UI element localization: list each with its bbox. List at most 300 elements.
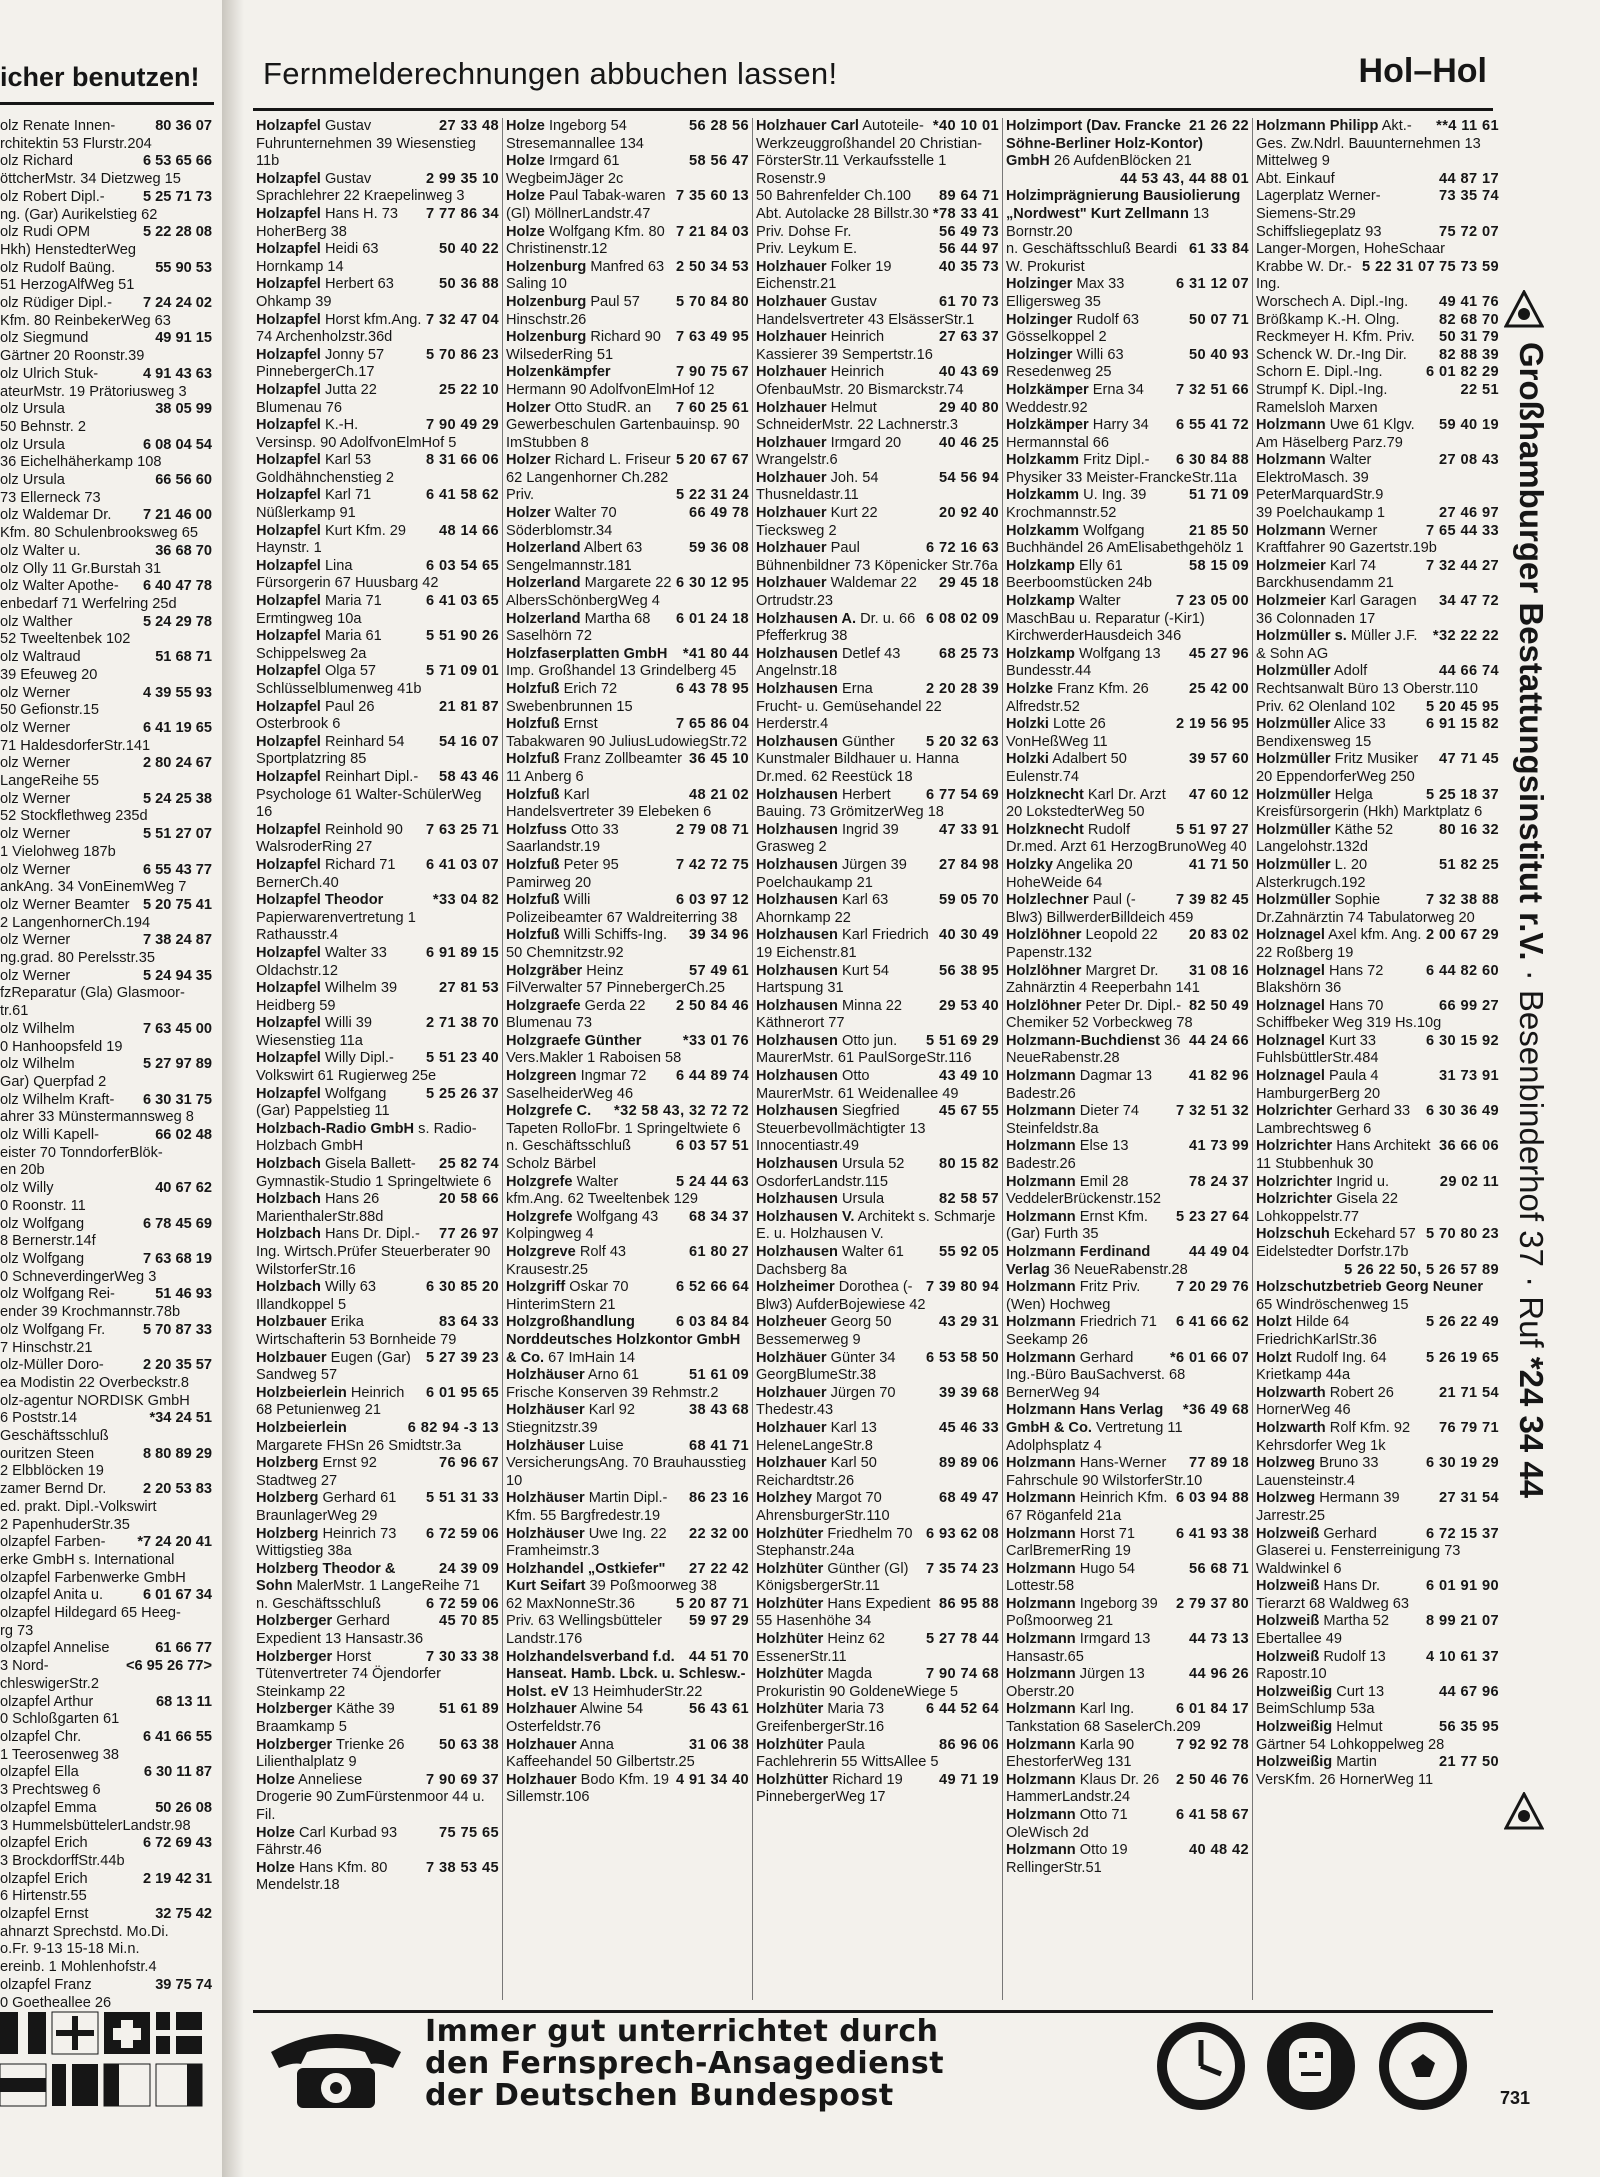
phone-number: 7 90 75 67 xyxy=(676,364,749,381)
phone-number: 8 31 66 06 xyxy=(426,452,499,469)
entry-details: Helga Kreisfürsorgerin (Hkh) Marktplatz 6 xyxy=(1256,786,1483,821)
entry-name: Holzbach xyxy=(256,1156,321,1173)
entry-text: olz Willy xyxy=(0,1180,54,1197)
phone-number: 58 43 46 xyxy=(438,768,499,785)
entry-details: Priv. 62 Olenland 102 xyxy=(1256,698,1396,715)
entry-name: Holzimprägnierung Bausiolierung „Nordwest" Kurt Zellmann xyxy=(1006,188,1241,222)
entry-text: olzapfel Erich xyxy=(0,1835,88,1852)
directory-entry xyxy=(1256,312,1499,330)
entry-details: Karl 13 HeleneLangeStr.8 xyxy=(756,1419,877,1454)
directory-entry xyxy=(256,1191,499,1226)
entry-details: Ursula xyxy=(841,1191,885,1208)
entry-name: Holzapfel xyxy=(256,593,321,610)
entry-name: Holzinger xyxy=(1006,276,1073,293)
left-list-row xyxy=(0,507,212,525)
entry-text: 36 Eichelhäherkamp 108 xyxy=(0,454,162,471)
entry-name: Holzhauer xyxy=(506,1701,577,1718)
entry-name: Holzhausen xyxy=(756,645,838,662)
entry-name: Holzfuß xyxy=(506,751,560,768)
entry-name: Holzer xyxy=(506,399,551,416)
phone-number: 50 63 38 xyxy=(438,1736,499,1753)
phone-number: 51 61 09 xyxy=(688,1367,749,1384)
directory-entry xyxy=(756,1279,999,1314)
entry-details: Albert 63 Sengelmannstr.181 xyxy=(506,540,643,574)
entry-details: Horst kfm.Ang. 74 Archenholzstr.36d xyxy=(256,311,422,346)
entry-name: Holzgräber xyxy=(506,962,583,979)
directory-entry xyxy=(506,1772,749,1807)
directory-entry xyxy=(1006,1666,1249,1701)
phone-number: 6 41 66 62 xyxy=(1176,1314,1249,1331)
left-page-list xyxy=(0,118,212,2008)
directory-entry xyxy=(256,312,499,347)
left-list-row xyxy=(0,1180,212,1198)
entry-details: MalerMstr. 1 LangeReihe 71 xyxy=(296,1578,480,1595)
footer-rule xyxy=(253,2010,1493,2013)
phone-number: 6 53 65 66 xyxy=(139,153,212,171)
directory-entry xyxy=(256,417,499,452)
entry-text: olz Renate Innen- xyxy=(0,118,116,134)
entry-name: Holzmann xyxy=(1256,417,1326,434)
entry-name: Holzapfel Theodor xyxy=(256,892,384,909)
entry-name: Holzhausen xyxy=(756,821,838,838)
directory-entry xyxy=(1006,1772,1249,1807)
phone-number: 38 43 68 xyxy=(688,1402,749,1419)
phone-number: 75 72 07 xyxy=(1438,223,1499,240)
phone-number: 40 30 49 xyxy=(938,927,999,944)
entry-name: Holzmann xyxy=(1006,1666,1076,1683)
entry-name: Holzhüter xyxy=(756,1595,824,1612)
entry-name: Holzmann xyxy=(1006,1455,1076,1472)
phone-number: 6 03 57 51 xyxy=(676,1138,749,1155)
left-list-row xyxy=(0,1198,212,1216)
ad-line-1: Immer gut unterrichtet durch xyxy=(425,2014,939,2049)
entry-name: Holze xyxy=(506,188,545,205)
left-list-row xyxy=(0,1304,212,1322)
phone-number: 6 30 84 88 xyxy=(1176,452,1249,469)
left-list-row xyxy=(0,826,212,844)
phone-number: 45 70 85 xyxy=(438,1613,499,1630)
entry-details: Manfred 63 Saling 10 xyxy=(506,258,665,293)
entry-details: Otto jun. MaurerMstr. 61 PaulSorgeStr.116 xyxy=(756,1032,972,1067)
entry-details: Irmgard 13 Hansastr.65 xyxy=(1006,1631,1151,1665)
phone-number: 7 90 74 68 xyxy=(926,1666,999,1683)
entry-text: 3 Nord- xyxy=(0,1658,49,1675)
entry-name: Holzgraefe Günther xyxy=(506,1032,642,1049)
entry-name: Holzgrefe xyxy=(506,1208,573,1225)
left-list-row xyxy=(0,224,212,242)
entry-details: Karl 53 Goldhähnchenstieg 2 xyxy=(256,452,394,486)
entry-text: olz Werner xyxy=(0,967,71,984)
directory-entry xyxy=(1256,1578,1499,1613)
entry-text: ea Modistin 22 Overbeckstr.8 xyxy=(0,1374,189,1391)
entry-name: Holze xyxy=(506,118,545,134)
entry-details: Reinhard 54 Sportplatzring 85 xyxy=(256,733,405,768)
entry-details: 36 NeueRabenstr.28 xyxy=(1053,1261,1188,1278)
phone-number: *32 22 22 xyxy=(1432,628,1499,645)
entry-name: Holzapfel xyxy=(256,1050,321,1067)
phone-number: 21 81 87 xyxy=(438,698,499,715)
left-list-row xyxy=(0,330,212,348)
entry-details: Curt 13 BeimSchlump 53a xyxy=(1256,1683,1385,1718)
phone-number: 40 46 25 xyxy=(938,434,999,451)
entry-text: olz Robert Dipl.- xyxy=(0,188,105,205)
directory-entry xyxy=(256,558,499,593)
directory-entry xyxy=(1256,998,1499,1033)
directory-entry xyxy=(506,611,749,646)
entry-name: Holzhauer xyxy=(756,540,827,557)
entry-details: 39 Poßmoorweg 38 xyxy=(589,1578,717,1595)
phone-number: 6 30 11 87 xyxy=(140,1764,212,1782)
entry-details: Jürgen 39 Poelchaukamp 21 xyxy=(756,856,907,891)
entry-text: olzapfel Erich xyxy=(0,1870,88,1887)
entry-details: Helmut SchneiderMstr. 22 Lachnerstr.3 xyxy=(756,399,958,434)
entry-details: Siegfried Steuerbevollmächtigter 13 Innocentiastr.49 xyxy=(756,1103,926,1155)
entry-text: olz Walter u. xyxy=(0,542,81,559)
directory-entry xyxy=(506,1138,749,1173)
phone-number: 59 36 08 xyxy=(688,540,749,557)
phone-number: 6 91 89 15 xyxy=(426,944,499,961)
directory-entry xyxy=(1256,787,1499,822)
phone-number: 36 68 70 xyxy=(151,543,212,561)
phone-number: 7 32 51 32 xyxy=(1176,1103,1249,1120)
phone-number: 41 73 99 xyxy=(1188,1138,1249,1155)
phone-number: 4 10 61 37 xyxy=(1426,1648,1499,1665)
entry-details: Günter 34 GeorgBlumeStr.38 xyxy=(756,1349,896,1384)
entry-text: 6 Hirtenstr.55 xyxy=(0,1888,87,1905)
entry-details: Margot 70 AhrensburgerStr.110 xyxy=(756,1490,890,1524)
phone-number: 27 22 42 xyxy=(688,1560,749,1577)
left-list-row xyxy=(0,437,212,455)
entry-name: Holzmann xyxy=(1006,1103,1076,1120)
phone-number: 40 43 69 xyxy=(938,364,999,381)
directory-entry xyxy=(506,1367,749,1402)
phone-number: 5 71 09 01 xyxy=(426,663,499,680)
directory-entry xyxy=(756,1561,999,1596)
entry-text: olzapfel Anita u. xyxy=(0,1587,104,1604)
listing-column-1 xyxy=(256,118,499,2010)
directory-entry xyxy=(1256,751,1499,786)
directory-entry xyxy=(256,1490,499,1525)
entry-details: Heinrich Kassierer 39 Sempertstr.16 xyxy=(756,329,933,363)
entry-details: 13 HeimhuderStr.22 xyxy=(572,1683,703,1700)
directory-entry xyxy=(1256,1684,1499,1719)
entry-name: Holzapfel xyxy=(256,944,321,961)
directory-entry xyxy=(756,927,999,962)
entry-details: Herbert 63 Ohkamp 39 xyxy=(256,276,394,310)
left-page-fragment xyxy=(0,0,222,2177)
phone-number: 21 85 50 xyxy=(1188,522,1249,539)
entry-name: Holzapfel xyxy=(256,1085,321,1102)
phone-number: 40 67 62 xyxy=(151,1180,212,1198)
left-list-row xyxy=(0,614,212,632)
entry-name: Holzmüller xyxy=(1256,716,1331,733)
entry-name: Holzmann xyxy=(1006,1771,1076,1788)
entry-details: Jutta 22 Blumenau 76 xyxy=(256,381,377,416)
entry-name: Holzknecht xyxy=(1006,786,1084,803)
entry-details: Gisela Ballett-Gymnastik-Studio 1 Springeltwiete 6 xyxy=(256,1156,492,1190)
entry-name: Holzhauer Carl xyxy=(756,118,859,134)
phone-number: 6 91 15 82 xyxy=(1426,716,1499,733)
entry-details: 39 Poelchaukamp 1 xyxy=(1256,505,1385,522)
phone-number: 7 90 69 37 xyxy=(426,1771,499,1788)
directory-entry xyxy=(506,540,749,575)
directory-entry xyxy=(506,505,749,540)
entry-text: olzapfel Hildegard 65 Heeg- xyxy=(0,1605,181,1622)
entry-name: Holzapfel xyxy=(256,733,321,750)
entry-name: Holzimport (Dav. Francke Söhne-Berliner Holz-Kontor) GmbH xyxy=(1006,118,1204,170)
left-list-row xyxy=(0,1499,212,1517)
entry-details: Jonny 57 PinnebergerCh.17 xyxy=(256,346,385,381)
phone-number: 56 44 97 xyxy=(938,241,999,258)
entry-text: 39 Efeuweg 20 xyxy=(0,666,98,683)
left-list-row xyxy=(0,419,212,437)
entry-name: Holzinger xyxy=(1006,311,1073,328)
directory-entry xyxy=(1256,593,1499,628)
left-list-row xyxy=(0,1906,212,1924)
entry-text: olz Werner xyxy=(0,790,71,807)
entry-text: ankAng. 34 VonEinemWeg 7 xyxy=(0,879,187,896)
phone-number: 61 70 73 xyxy=(938,293,999,310)
directory-entry xyxy=(256,980,499,1015)
phone-number: 7 90 49 29 xyxy=(426,417,499,434)
entry-details: Hans Architekt 11 Stubbenhuk 30 xyxy=(1256,1138,1431,1173)
entry-name: Holzhausen V. xyxy=(756,1208,855,1225)
left-list-row xyxy=(0,755,212,773)
left-list-row xyxy=(0,490,212,508)
header-rule xyxy=(253,108,1493,111)
left-list-row xyxy=(0,1375,212,1393)
entry-name: Holzmann xyxy=(1006,1560,1076,1577)
entry-details: 50 Bahrenfelder Ch.100 xyxy=(756,188,911,205)
entry-name: Holzfuß xyxy=(506,786,560,803)
entry-details: Strumpf K. Dipl.-Ing. Ramelsloh Marxen xyxy=(1256,381,1388,416)
entry-name: Holzkamm xyxy=(1006,522,1079,539)
phone-number: 50 31 79 xyxy=(1438,329,1499,346)
entry-details: Jürgen 13 Oberstr.20 xyxy=(1006,1666,1145,1700)
directory-entry xyxy=(256,1226,499,1279)
directory-entry xyxy=(1006,382,1249,417)
phone-number: 6 52 66 64 xyxy=(676,1279,749,1296)
phone-number: 6 44 82 60 xyxy=(1426,962,1499,979)
entry-details: Luise VersicherungsAng. 70 Brauhausstieg 10 xyxy=(506,1437,747,1489)
entry-details: Architekt s. Schmarje E. u. Holzhausen V. xyxy=(756,1208,996,1243)
phone-number: 68 34 37 xyxy=(688,1208,749,1225)
entry-details: Kurt Kfm. 29 Haynstr. 1 xyxy=(256,522,407,557)
directory-entry xyxy=(1006,276,1249,311)
phone-number: 5 26 19 65 xyxy=(1426,1349,1499,1366)
entry-details: Dr. u. 66 Pfefferkrug 38 xyxy=(756,610,916,645)
phone-number: 7 32 38 88 xyxy=(1426,892,1499,909)
entry-name: Holzapfel xyxy=(256,311,321,328)
entry-details: Rolf 43 Krausestr.25 xyxy=(506,1244,627,1278)
directory-entry xyxy=(1006,963,1249,998)
entry-text: olz Werner xyxy=(0,755,71,772)
left-list-row xyxy=(0,348,212,366)
entry-text: olz Ursula xyxy=(0,401,65,418)
entry-text: enbedarf 71 Werfelring 25d xyxy=(0,595,177,612)
directory-entry xyxy=(1006,1138,1249,1173)
directory-entry xyxy=(756,1033,999,1068)
phone-number: 6 01 95 65 xyxy=(426,1384,499,1401)
entry-details: Karl Friedrich 19 Eichenstr.81 xyxy=(756,927,929,961)
directory-entry xyxy=(256,1701,499,1736)
telephone-icon xyxy=(261,2022,411,2112)
directory-entry xyxy=(1256,716,1499,751)
entry-name: Holzinger xyxy=(1006,346,1073,363)
entry-text: olzapfel Farbenwerke GmbH xyxy=(0,1569,186,1586)
phone-number: 41 82 96 xyxy=(1188,1068,1249,1085)
phone-number: 5 24 25 38 xyxy=(139,791,212,809)
entry-text: olz Siegmund xyxy=(0,330,89,347)
phone-number: *34 24 51 xyxy=(146,1410,213,1428)
sidebar-brand: Großhamburger Bestattungsinstitut r.V. xyxy=(1513,342,1550,961)
entry-name: Holzhauer xyxy=(756,1384,827,1401)
entry-details: Fritz Musiker 20 EppendorferWeg 250 xyxy=(1256,751,1419,785)
phone-number: *6 01 66 07 xyxy=(1169,1349,1249,1366)
phone-number: 5 51 90 26 xyxy=(426,628,499,645)
entry-text: olz Rudolf Baüng. xyxy=(0,259,116,276)
entry-name: Holzhauer xyxy=(506,1736,577,1753)
phone-number: 24 39 09 xyxy=(438,1560,499,1577)
phone-number: 5 70 84 80 xyxy=(676,293,749,310)
entry-details: s. Radio-Holzbach GmbH xyxy=(256,1120,477,1155)
entry-name: Holzapfel xyxy=(256,522,321,539)
phone-number: 7 65 44 33 xyxy=(1426,522,1499,539)
entry-name: Holzmann xyxy=(1006,1314,1076,1331)
left-list-row xyxy=(0,1003,212,1021)
entry-name: Holzt xyxy=(1256,1349,1292,1366)
directory-entry xyxy=(256,1596,499,1614)
phone-number: 44 49 04 xyxy=(1188,1244,1249,1260)
entry-details: Heinz 62 EssenerStr.11 xyxy=(756,1631,885,1665)
entry-name: Holzfaserplatten GmbH xyxy=(506,645,668,662)
phone-number: 22 51 xyxy=(1460,381,1499,398)
phone-number: 41 71 50 xyxy=(1188,856,1249,873)
phone-number: 5 20 75 41 xyxy=(139,897,212,915)
left-list-row xyxy=(0,1109,212,1127)
phone-number: 6 77 54 69 xyxy=(926,786,999,803)
left-list-row xyxy=(0,1074,212,1092)
left-heading-rule xyxy=(0,102,214,105)
entry-details: Richard 90 WilsederRing 51 xyxy=(506,329,661,363)
phone-number: 6 72 59 06 xyxy=(426,1595,499,1612)
entry-details: Schorn E. Dipl.-Ing. xyxy=(1256,364,1383,381)
entry-text: olz Werner xyxy=(0,826,71,843)
entry-name: Holzapfel xyxy=(256,698,321,715)
left-list-row xyxy=(0,1853,212,1871)
left-list-row xyxy=(0,1977,212,1995)
directory-entry xyxy=(1256,1490,1499,1525)
entry-name: Holzhäuser xyxy=(506,1490,585,1507)
entry-text: 0 Hanhoopsfeld 19 xyxy=(0,1038,123,1055)
entry-name: Holzberg Theodor & Sohn xyxy=(256,1560,396,1595)
left-list-row xyxy=(0,1676,212,1694)
entry-details: Otto MaurerMstr. 61 Weidenallee 49 xyxy=(756,1068,959,1102)
phone-number: 6 30 31 75 xyxy=(139,1092,212,1110)
directory-entry xyxy=(1006,1596,1249,1631)
directory-entry xyxy=(506,575,749,610)
left-list-row xyxy=(0,1995,212,2008)
entry-details: Ernst 92 Stadtweg 27 xyxy=(256,1455,377,1489)
phone-number: 7 38 53 45 xyxy=(426,1859,499,1876)
phone-number: 6 40 47 78 xyxy=(139,578,212,596)
entry-text: 3 BrockdorffStr.44b xyxy=(0,1852,125,1869)
entry-text: 50 Gefionstr.15 xyxy=(0,702,99,719)
phone-number: 89 89 06 xyxy=(938,1455,999,1472)
entry-details: Trienke 26 Lilienthalplatz 9 xyxy=(256,1736,405,1771)
entry-name: Holzapfel xyxy=(256,452,321,469)
directory-entry xyxy=(756,998,999,1033)
phone-number: 21 26 22 xyxy=(1188,118,1249,134)
phone-number: 39 34 96 xyxy=(688,927,749,944)
phone-number: 20 58 66 xyxy=(438,1191,499,1208)
phone-number: 7 63 49 95 xyxy=(676,329,749,346)
entry-details: Dorothea (-Blw3) AufderBojewiese 42 xyxy=(756,1279,926,1313)
phone-number: 51 82 25 xyxy=(1438,856,1499,873)
entry-name: Holzkamm xyxy=(1006,452,1079,469)
entry-name: Holzrichter xyxy=(1256,1191,1333,1208)
entry-name: Holzhüter xyxy=(756,1631,824,1648)
left-list-row xyxy=(0,207,212,225)
phone-number: 22 32 00 xyxy=(688,1525,749,1542)
phone-number: 44 24 66 xyxy=(1188,1032,1249,1049)
entry-name: Holzwarth xyxy=(1256,1384,1326,1401)
entry-details: Axel kfm. Ang. 22 Roßberg 19 xyxy=(1256,927,1422,961)
entry-name: Holzerland xyxy=(506,540,581,557)
entry-name: Holzrichter xyxy=(1256,1173,1333,1190)
entry-text: olzapfel Arthur xyxy=(0,1693,94,1710)
directory-entry xyxy=(1256,347,1499,365)
phone-number: 45 67 55 xyxy=(938,1103,999,1120)
directory-entry xyxy=(506,1103,749,1138)
directory-entry xyxy=(756,294,999,329)
directory-entry xyxy=(506,822,749,857)
directory-entry xyxy=(756,681,999,734)
entry-name: Holzhüter xyxy=(756,1560,824,1577)
directory-entry xyxy=(1256,822,1499,857)
entry-details: Dagmar 13 Badestr.26 xyxy=(1006,1068,1152,1102)
phone-number: 7 32 47 04 xyxy=(426,311,499,328)
directory-entry xyxy=(1256,329,1499,347)
directory-entry xyxy=(1256,1262,1499,1315)
directory-entry xyxy=(756,1526,999,1561)
phone-number: 82 88 39 xyxy=(1438,346,1499,363)
entry-details: Franz Zollbeamter 11 Anberg 6 xyxy=(506,751,682,785)
directory-entry xyxy=(1006,1103,1249,1138)
directory-entry xyxy=(1006,593,1249,646)
directory-entry xyxy=(1006,487,1249,522)
entry-details: Minna 22 Käthnerort 77 xyxy=(756,997,903,1032)
directory-entry xyxy=(1006,118,1249,171)
left-list-row xyxy=(0,1251,212,1269)
entry-details: Müller J.F. & Sohn AG xyxy=(1256,628,1418,662)
phone-number: 27 33 48 xyxy=(438,118,499,134)
entry-name: Holzapfel xyxy=(256,276,321,293)
entry-details: Wilhelm 39 Heidberg 59 xyxy=(256,980,398,1014)
entry-name: Holzhüter xyxy=(756,1666,824,1683)
entry-name: Holzweißig xyxy=(1256,1719,1333,1736)
entry-name: Holzhäuer xyxy=(756,1349,827,1366)
phone-number: 5 51 31 33 xyxy=(426,1490,499,1507)
phone-number: 39 75 74 xyxy=(151,1977,212,1995)
phone-number: 6 41 19 65 xyxy=(139,720,212,738)
entry-name: Holzmüller xyxy=(1256,892,1331,909)
entry-name: Holzmann xyxy=(1006,1736,1076,1753)
phone-number: 31 06 38 xyxy=(688,1736,749,1753)
left-list-row xyxy=(0,1517,212,1535)
directory-entry xyxy=(1256,927,1499,962)
directory-entry xyxy=(756,1701,999,1736)
